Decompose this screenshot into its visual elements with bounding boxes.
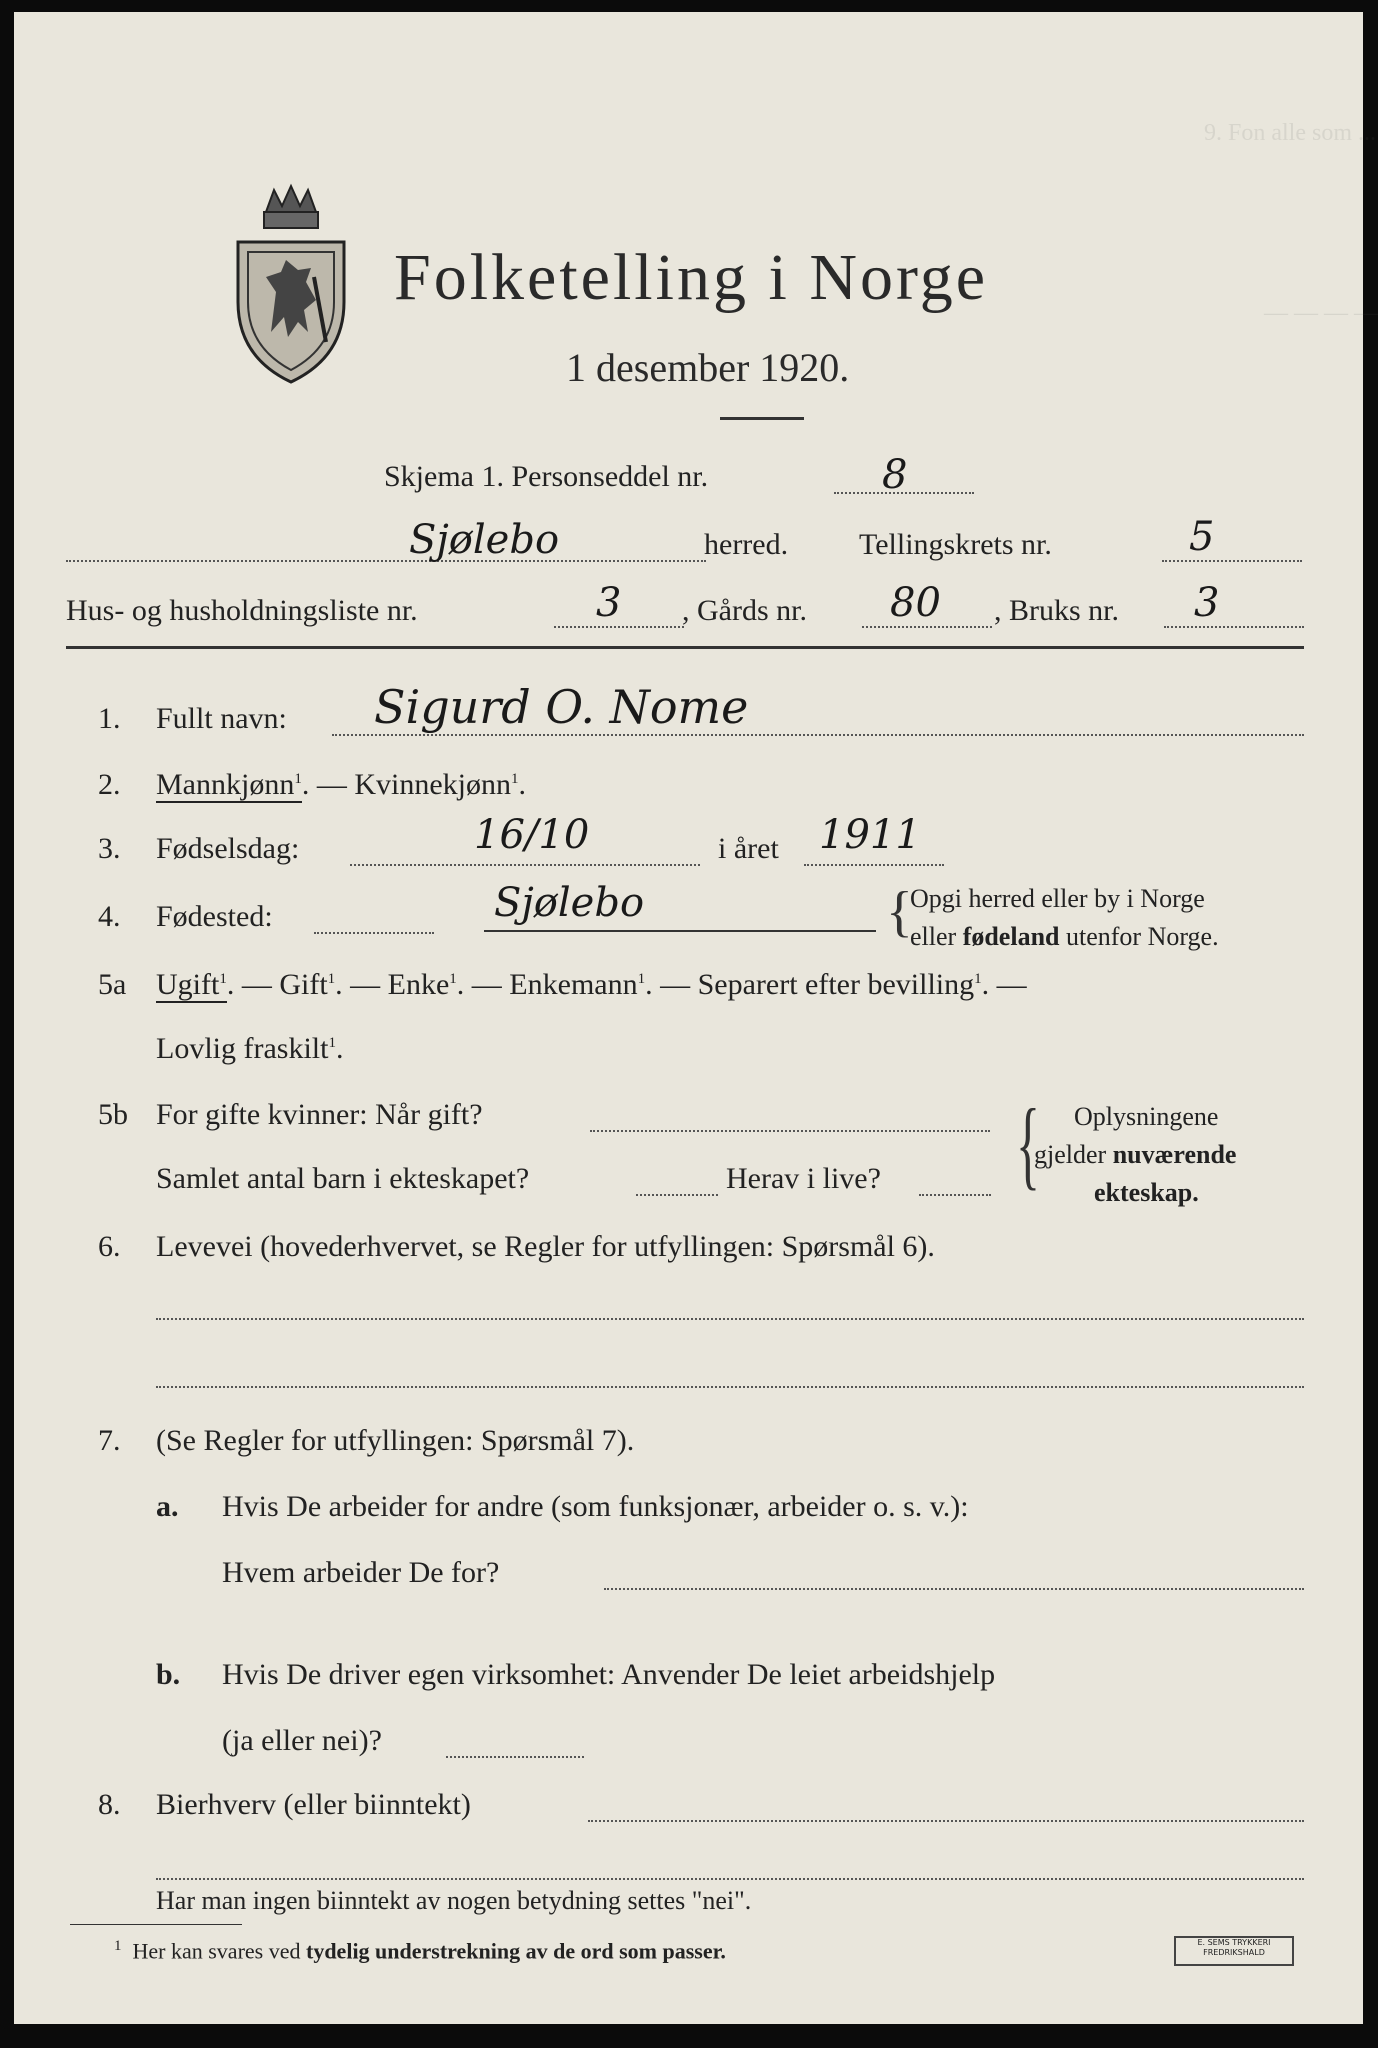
bruks-value[interactable]: 3 <box>1194 580 1220 626</box>
q8-label: Bierhverv (eller biinntekt) <box>156 1788 471 1821</box>
bleed-through-text: 9. Fon alle som ... <box>1204 120 1376 146</box>
q7-label: (Se Regler for utfyllingen: Spørsmål 7). <box>156 1424 635 1457</box>
personseddel-number-value[interactable]: 8 <box>882 452 908 498</box>
gender-options: Mannkjønn$^1$. — Kvinnekjønn$^1$. <box>156 768 526 801</box>
q7-number: 7. <box>98 1424 121 1457</box>
q5b-label: For gifte kvinner: Når gift? <box>156 1098 483 1131</box>
alive-dotted-line <box>919 1194 991 1196</box>
q5a-number: 5a <box>98 968 127 1001</box>
q6-label: Levevei (hovederhvervet, se Regler for utfyllingen: Spørsmål 6). <box>156 1230 935 1263</box>
footnote: $^1$ Her kan svares ved tydelig understrekning av de ord som passer. <box>114 1938 726 1964</box>
marital-enke[interactable]: Enke$^1$ <box>387 968 457 1001</box>
tellingskrets-dotted-line <box>1162 560 1302 562</box>
birth-year-label: i året <box>718 832 779 865</box>
note-oplysningene: Oplysningene <box>1074 1102 1219 1131</box>
hired-help-dotted-line <box>446 1756 584 1758</box>
birthday-value[interactable]: 16/10 <box>474 812 590 858</box>
full-name-value[interactable]: Sigurd O. Nome <box>374 680 749 734</box>
bruks-dotted-line <box>1164 626 1304 628</box>
note-gjelder: gjelder nuværende <box>1034 1140 1237 1169</box>
q7b-label-2: (ja eller nei)? <box>222 1724 382 1757</box>
marital-ugift[interactable]: Ugift$^1$ <box>156 968 227 1001</box>
married-when-dotted-line <box>590 1130 990 1132</box>
gards-dotted-line <box>862 626 992 628</box>
side-income-dotted-line <box>588 1820 1304 1822</box>
form-date: 1 desember 1920. <box>566 345 850 390</box>
side-income-line-2 <box>156 1878 1304 1880</box>
q7b-label: Hvis De driver egen virksomhet: Anvender De leiet arbeidshjelp <box>222 1658 996 1691</box>
q8-number: 8. <box>98 1788 121 1821</box>
q4-label: Fødested: <box>156 900 273 933</box>
birthplace-note-2: eller fødeland utenfor Norge. <box>910 922 1219 951</box>
census-form-page <box>14 12 1378 2024</box>
q3-label: Fødselsdag: <box>156 832 300 865</box>
occupation-line-2 <box>156 1386 1304 1388</box>
birth-year-value[interactable]: 1911 <box>819 812 921 858</box>
header-divider <box>66 646 1304 649</box>
note-ekteskap: ekteskap. <box>1094 1178 1199 1207</box>
herred-value[interactable]: Sjølebo <box>409 517 560 563</box>
bruks-label: , Bruks nr. <box>994 594 1120 627</box>
employer-dotted-line <box>604 1588 1304 1590</box>
marital-status-options: Ugift$^1$. — Gift$^1$. — Enke$^1$. — Enkemann$^1$. — Separert efter bevilling$^1$. — <box>156 968 1027 1001</box>
husholdningsliste-value[interactable]: 3 <box>596 580 622 626</box>
q7a-letter: a. <box>156 1490 179 1523</box>
gender-male[interactable]: Mannkjønn$^1$ <box>156 768 302 801</box>
q1-number: 1. <box>98 702 121 735</box>
herred-label: herred. <box>704 528 789 561</box>
printer-stamp: E. SEMS TRYKKERI FREDRIKSHALD <box>1174 1936 1294 1966</box>
q1-dotted-line <box>332 734 1304 736</box>
title-divider <box>720 417 804 420</box>
marital-gift[interactable]: Gift$^1$ <box>279 968 336 1001</box>
marital-enkemann[interactable]: Enkemann$^1$ <box>509 968 646 1001</box>
no-income-note: Har man ingen biinntekt av nogen betydning settes "nei". <box>156 1886 752 1915</box>
gards-value[interactable]: 80 <box>890 580 941 626</box>
brace-left: { <box>886 881 913 943</box>
q1-label: Fullt navn: <box>156 702 287 735</box>
marital-fraskilt[interactable]: Lovlig fraskilt$^1$. <box>156 1032 344 1065</box>
husholdningsliste-dotted-line <box>554 626 684 628</box>
q5b-number: 5b <box>98 1098 128 1131</box>
q4-number: 4. <box>98 900 121 933</box>
q6-number: 6. <box>98 1230 121 1263</box>
children-dotted-line <box>636 1194 718 1196</box>
q7a-label: Hvis De arbeider for andre (som funksjonær, arbeider o. s. v.): <box>222 1490 969 1523</box>
tellingskrets-value[interactable]: 5 <box>1189 514 1215 560</box>
marital-separert[interactable]: Separert efter bevilling$^1$ <box>697 968 982 1001</box>
occupation-line-1 <box>156 1318 1304 1320</box>
gender-female[interactable]: Kvinnekjønn$^1$ <box>354 768 519 801</box>
brace-right: { <box>1016 1088 1040 1199</box>
birthplace-value[interactable]: Sjølebo <box>494 880 645 926</box>
q5b-children-label: Samlet antal barn i ekteskapet? <box>156 1162 530 1195</box>
q7b-letter: b. <box>156 1658 181 1691</box>
birthplace-line <box>484 930 876 932</box>
husholdningsliste-label: Hus- og husholdningsliste nr. <box>66 594 418 627</box>
form-title: Folketelling i Norge <box>394 241 989 314</box>
tellingskrets-label: Tellingskrets nr. <box>859 528 1052 561</box>
q3-number: 3. <box>98 832 121 865</box>
birthday-dotted-line <box>350 864 700 866</box>
birth-year-dotted-line <box>804 864 944 866</box>
herred-dotted-line <box>66 560 706 562</box>
birthplace-dotted-line-1 <box>314 932 434 934</box>
q7a-employer-label: Hvem arbeider De for? <box>222 1556 500 1589</box>
birthplace-note-1: Opgi herred eller by i Norge <box>910 884 1205 913</box>
footnote-divider <box>70 1924 242 1925</box>
schema-label: Skjema 1. Personseddel nr. <box>384 460 709 493</box>
norway-coat-of-arms-icon <box>226 182 356 392</box>
q5b-alive-label: Herav i live? <box>726 1162 881 1195</box>
gards-label: , Gårds nr. <box>682 594 807 627</box>
bleed-through-text: — — — — <box>1264 300 1378 326</box>
q2-number: 2. <box>98 768 121 801</box>
